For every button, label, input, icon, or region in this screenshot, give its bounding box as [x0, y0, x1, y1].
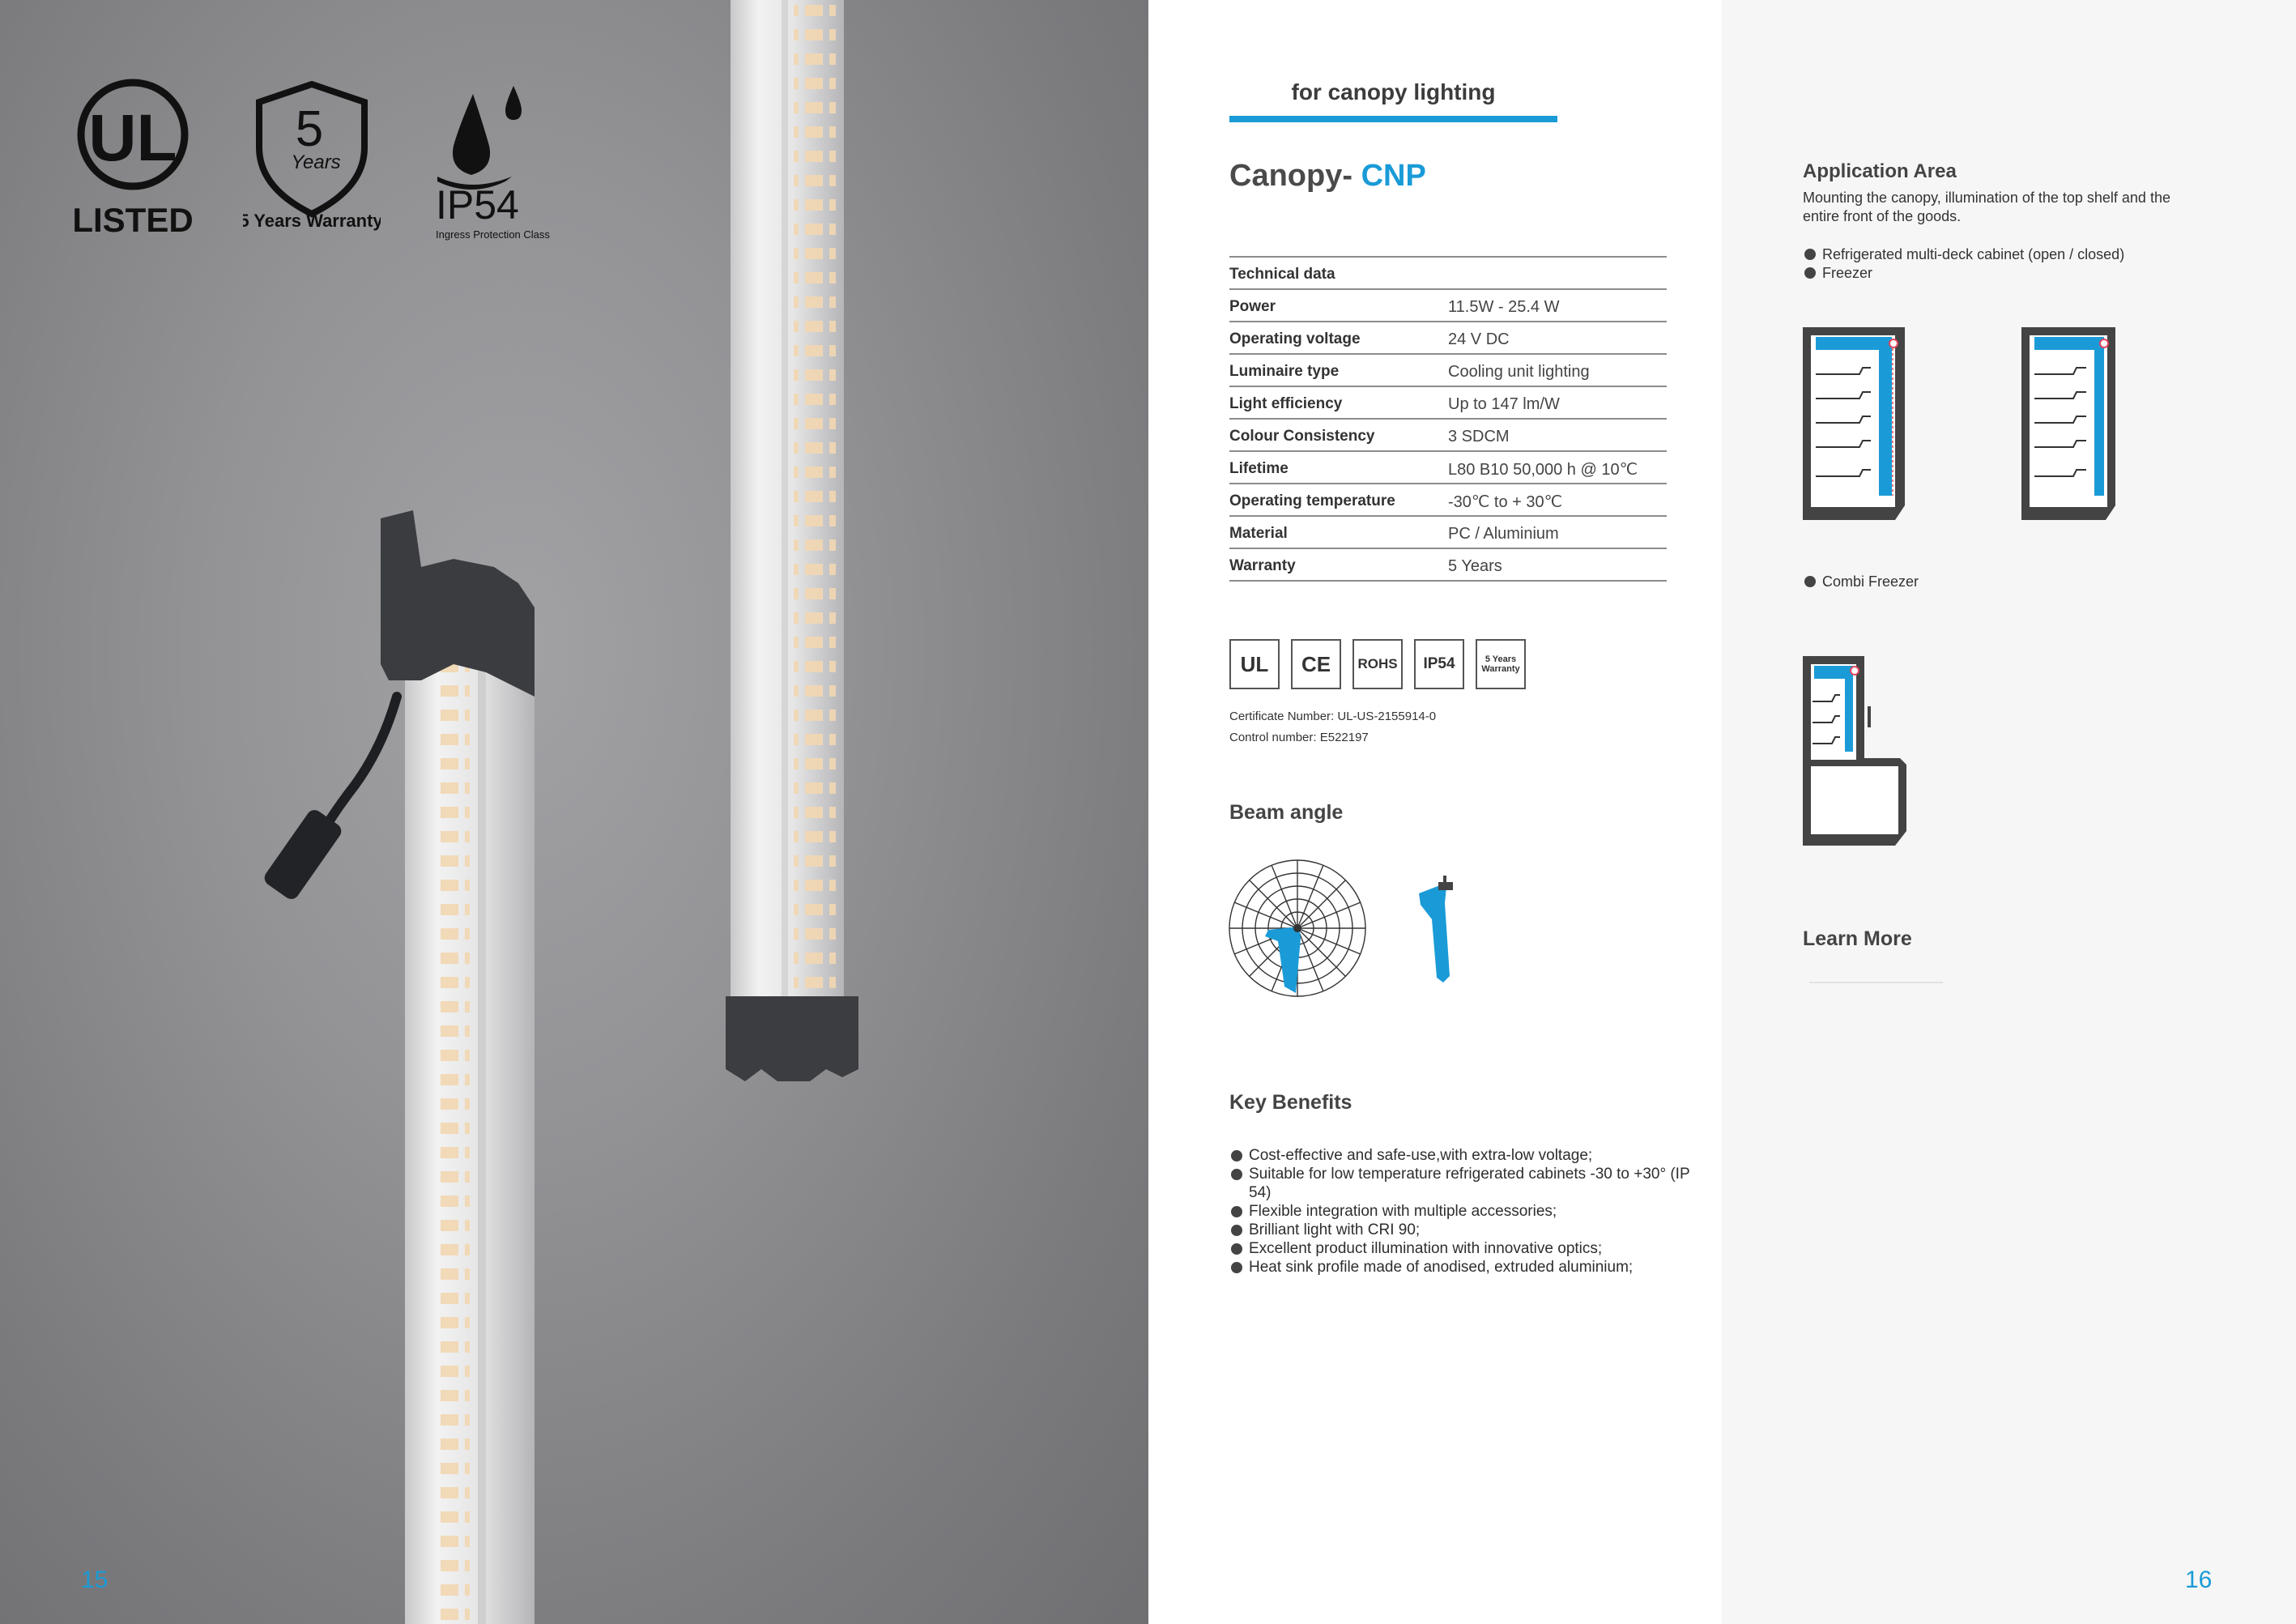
list-item: Cost-effective and safe-use,with extra-low voltage; [1229, 1146, 1699, 1165]
table-row [1229, 419, 1667, 451]
table-row [1229, 386, 1667, 419]
closed-freezer-diagram [2020, 326, 2127, 522]
polar-beam-diagram [1228, 857, 1374, 1000]
tagline-underline [1229, 116, 1557, 122]
key-benefits-heading: Key Benefits [1229, 1091, 1352, 1114]
page-number-left: 15 [81, 1566, 109, 1593]
list-item: Excellent product illumination with innovative optics; [1229, 1239, 1699, 1258]
rohs-badge-icon: ROHS [1352, 639, 1403, 689]
spec-label: Light efficiency [1229, 386, 1448, 419]
learn-more-link[interactable]: Learn More [1803, 927, 1912, 950]
product-model: CNP [1361, 159, 1426, 193]
certification-badges [1229, 639, 1526, 689]
product-title [1229, 159, 1426, 194]
ul-badge-icon: UL [1229, 639, 1280, 689]
warranty-number: 5 [295, 101, 324, 157]
spec-label: Operating voltage [1229, 322, 1448, 354]
ul-logo-letters: UL [88, 101, 177, 175]
learn-more-underline [1809, 982, 1943, 983]
ul-logo-label: LISTED [75, 201, 194, 239]
ce-badge-icon: CE [1291, 639, 1341, 689]
application-list-1 [1803, 245, 2124, 283]
page-number-right: 16 [2185, 1566, 2213, 1593]
control-number: Control number: E522197 [1229, 731, 1369, 744]
list-item: Freezer [1803, 264, 2124, 283]
spec-label: Lifetime [1229, 451, 1448, 484]
spec-value: 5 Years [1448, 548, 1667, 581]
certificate-number: Certificate Number: UL-US-2155914-0 [1229, 710, 1437, 723]
beam-shape-icon [1416, 871, 1472, 984]
application-list-2 [1803, 573, 1919, 591]
application-area-heading: Application Area [1803, 160, 1957, 182]
table-row [1229, 322, 1667, 354]
warranty-label: 5 Years Warranty [243, 211, 381, 231]
list-item: Suitable for low temperature refrigerated cabinets -30 to +30° (IP 54) [1229, 1165, 1699, 1202]
ip54-badge-icon: IP54 [1414, 639, 1464, 689]
beam-angle-heading: Beam angle [1229, 801, 1344, 824]
spec-label: Power [1229, 289, 1448, 322]
list-item: Combi Freezer [1803, 573, 1919, 591]
tagline: for canopy lighting [1291, 79, 1496, 104]
warranty-word: Years [291, 151, 341, 173]
key-benefits-list [1229, 1146, 1699, 1277]
technical-data-table [1229, 256, 1667, 582]
table-row [1229, 484, 1667, 516]
spec-value: 24 V DC [1448, 322, 1667, 354]
spec-label: Operating temperature [1229, 484, 1448, 516]
spec-label: Colour Consistency [1229, 419, 1448, 451]
product-title-prefix: Canopy- [1229, 159, 1361, 193]
application-area-description: Mounting the canopy, illumination of the top shelf and the entire front of the goods. [1803, 190, 2170, 224]
spec-value: L80 B10 50,000 h @ 10℃ [1448, 451, 1667, 484]
table-heading: Technical data [1229, 257, 1667, 289]
warranty-badge-icon: 5 Years Warranty [1476, 639, 1526, 689]
table-row [1229, 451, 1667, 484]
open-cabinet-diagram [1801, 326, 1908, 522]
table-row [1229, 548, 1667, 581]
spec-value: PC / Aluminium [1448, 516, 1667, 548]
table-row [1229, 289, 1667, 322]
ip-caption: Ingress Protection Class [436, 228, 550, 241]
list-item: Brilliant light with CRI 90; [1229, 1221, 1699, 1239]
spec-value: -30℃ to + 30℃ [1448, 484, 1667, 516]
spec-value: Up to 147 lm/W [1448, 386, 1667, 419]
list-item: Flexible integration with multiple accessories; [1229, 1202, 1699, 1221]
table-row [1229, 354, 1667, 386]
spec-label: Material [1229, 516, 1448, 548]
list-item: Refrigerated multi-deck cabinet (open / closed) [1803, 245, 2124, 264]
spec-value: 11.5W - 25.4 W [1448, 289, 1667, 322]
table-row [1229, 257, 1667, 289]
combi-freezer-diagram [1801, 654, 1908, 849]
spec-value: 3 SDCM [1448, 419, 1667, 451]
list-item: Heat sink profile made of anodised, extruded aluminium; [1229, 1258, 1699, 1277]
spec-label: Luminaire type [1229, 354, 1448, 386]
table-row [1229, 516, 1667, 548]
ip-code: IP54 [436, 182, 519, 228]
spec-value: Cooling unit lighting [1448, 354, 1667, 386]
spec-label: Warranty [1229, 548, 1448, 581]
